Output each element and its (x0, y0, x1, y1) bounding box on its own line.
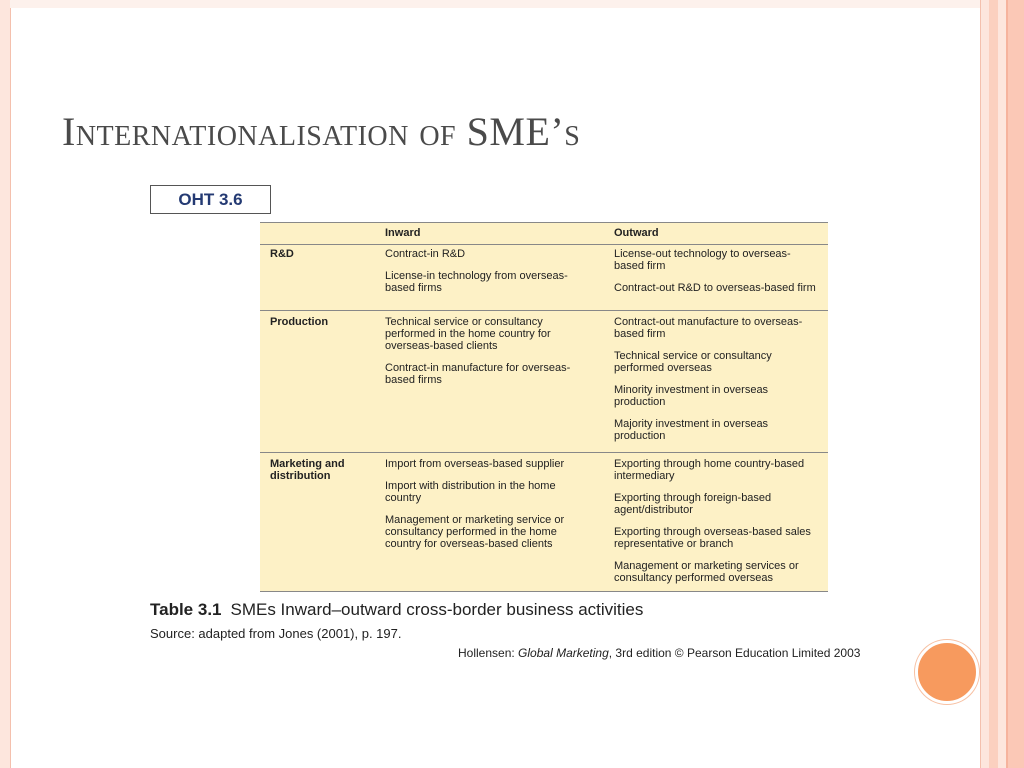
row-label: Marketing and distribution (270, 458, 345, 482)
credit-book: Global Marketing (518, 646, 609, 660)
inward-item: Import with distribution in the home country (385, 480, 556, 504)
top-frame-stripe (10, 0, 980, 8)
inward-cell (385, 458, 590, 560)
outward-item: License-out technology to overseas-based firm (614, 248, 791, 272)
credit-author: Hollensen: (458, 646, 519, 660)
outward-item: Majority investment in overseas production (614, 418, 769, 442)
outward-cell (614, 248, 819, 304)
oht-badge: OHT 3.6 (150, 185, 271, 214)
outward-item: Management or marketing services or consultancy performed overseas (614, 560, 799, 584)
caption-text: SMEs Inward–outward cross-border business activities (230, 600, 644, 619)
outward-item: Minority investment in overseas production (614, 384, 769, 408)
inward-cell (385, 248, 590, 304)
outward-cell (614, 316, 819, 452)
table-header (260, 222, 828, 245)
table-row-marketing (260, 453, 828, 592)
outward-item: Contract-out manufacture to overseas-based firm (614, 316, 803, 340)
inward-item: License-in technology from overseas-based firms (385, 270, 568, 294)
table-caption (150, 600, 850, 620)
header-outward: Outward (614, 227, 659, 239)
table-row-production (260, 311, 828, 453)
credit-rest: , 3rd edition © Pearson Education Limited 2003 (608, 646, 861, 660)
caption-number: Table 3.1 (150, 600, 222, 619)
slide-title: Internationalisation of SME’s (62, 109, 581, 154)
outward-item: Exporting through home country-based intermediary (614, 458, 805, 482)
outward-item: Contract-out R&D to overseas-based firm (614, 282, 816, 294)
row-label: Production (270, 316, 329, 328)
caption-source: Source: adapted from Jones (2001), p. 197. (150, 626, 402, 641)
header-inward: Inward (385, 227, 421, 239)
outward-item: Technical service or consultancy performed overseas (614, 350, 772, 374)
decorative-circle (915, 640, 979, 704)
inward-item: Contract-in R&D (385, 248, 466, 260)
right-frame-stripe-4 (1006, 0, 1024, 768)
inward-cell (385, 316, 590, 396)
outward-cell (614, 458, 819, 594)
right-frame-stripe-3 (998, 0, 1006, 768)
outward-item: Exporting through foreign-based agent/distributor (614, 492, 772, 516)
table-row-rd (260, 243, 828, 311)
inward-item: Management or marketing service or consultancy performed in the home country for overseas-based clients (385, 514, 565, 550)
right-frame-stripe-1 (980, 0, 989, 768)
right-frame-stripe-2 (989, 0, 998, 768)
outward-item: Exporting through overseas-based sales representative or branch (614, 526, 811, 550)
copyright-credit (458, 646, 860, 660)
inward-item: Technical service or consultancy performed in the home country for overseas-based clients (385, 316, 551, 352)
activities-table (260, 222, 828, 592)
left-frame-stripe (0, 0, 11, 768)
inward-item: Import from overseas-based supplier (385, 458, 565, 470)
inward-item: Contract-in manufacture for overseas-based firms (385, 362, 571, 386)
row-label: R&D (270, 248, 294, 260)
